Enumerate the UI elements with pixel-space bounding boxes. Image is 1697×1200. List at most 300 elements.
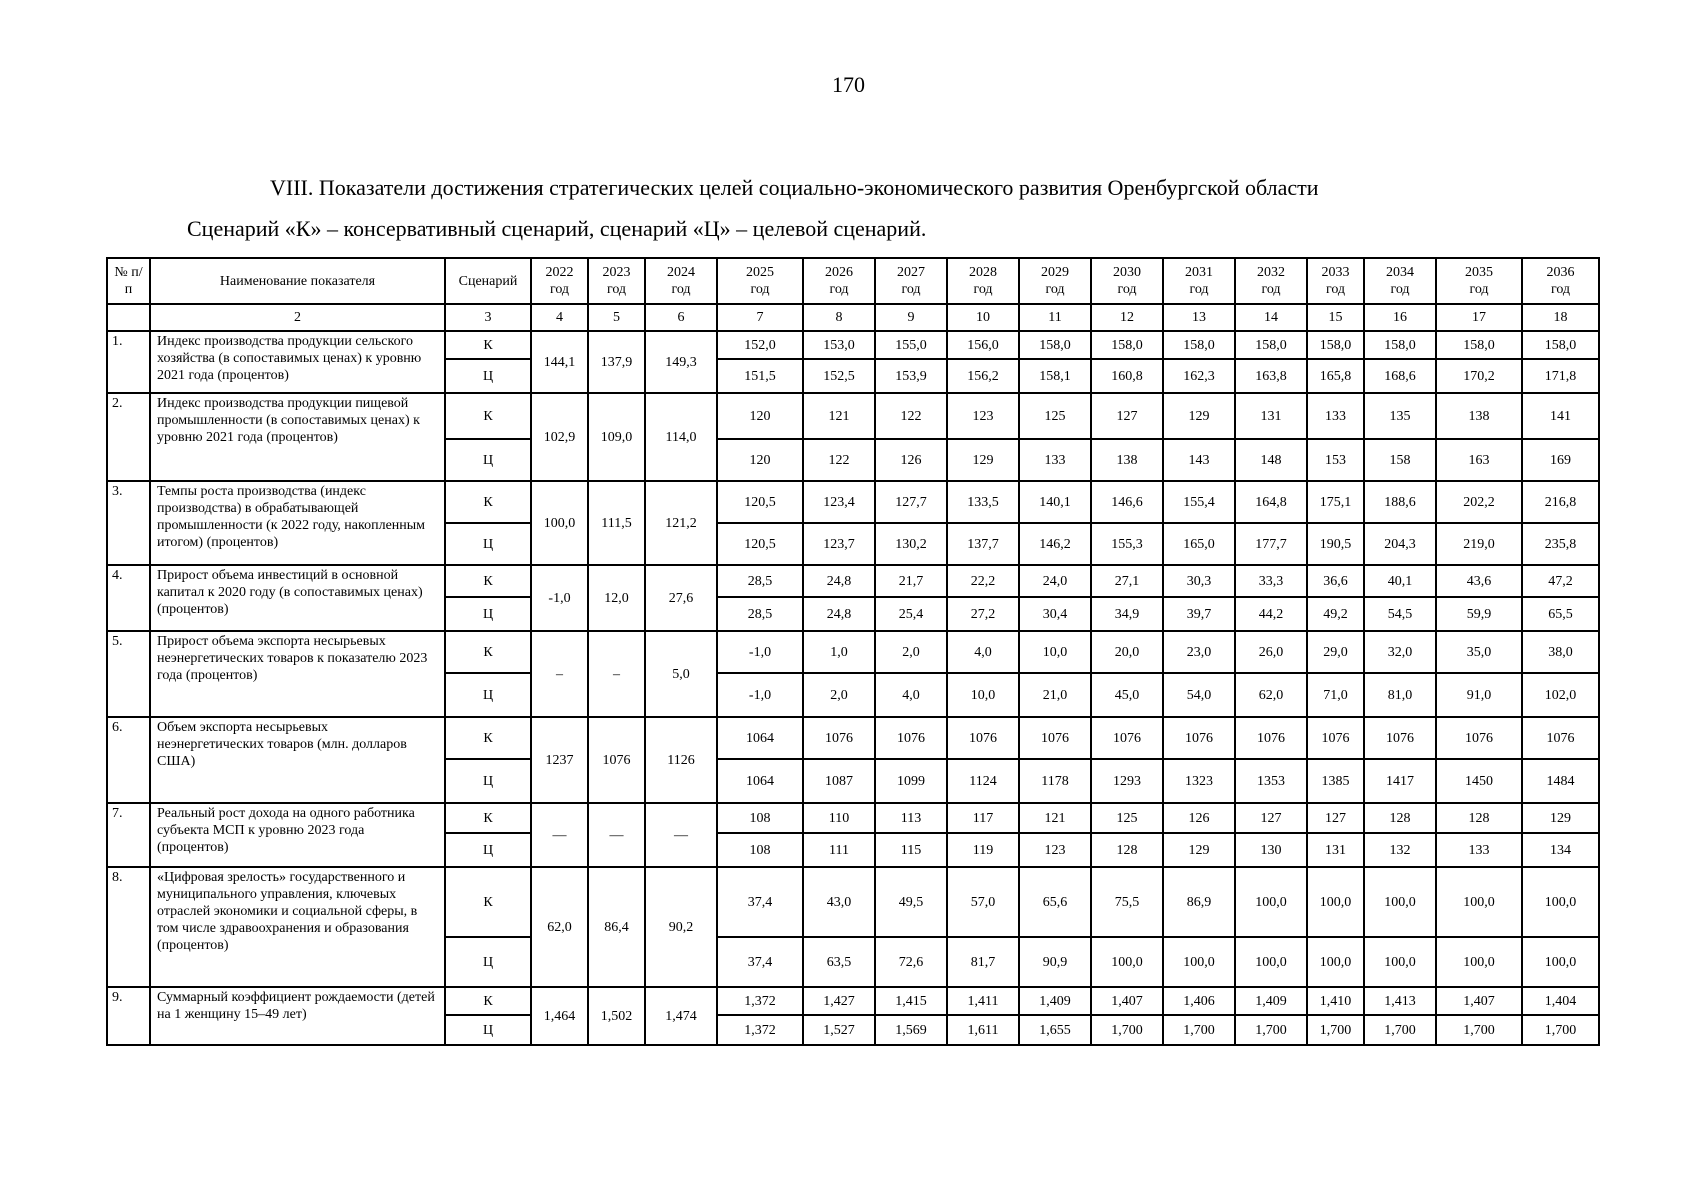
k-value: 75,5 [1091,867,1163,937]
k-value: 1076 [947,717,1019,759]
base-value: — [645,803,717,867]
c-value: 130 [1235,833,1307,867]
c-value: 1323 [1163,759,1235,803]
c-value: 91,0 [1436,673,1522,717]
k-value: 28,5 [717,565,803,597]
header-year-2028 [947,258,1019,304]
c-value: 1417 [1364,759,1436,803]
c-value: 111 [803,833,875,867]
c-value: 62,0 [1235,673,1307,717]
c-value: 72,6 [875,937,947,987]
scenario-c: Ц [445,1015,531,1045]
base-value: 62,0 [531,867,588,987]
column-number: 13 [1163,304,1235,331]
header-year-value: 2036 [1546,265,1575,280]
k-value: 123 [947,393,1019,439]
base-value: 27,6 [645,565,717,631]
header-year-2031 [1163,258,1235,304]
k-value: 133,5 [947,481,1019,523]
c-value: 133 [1019,439,1091,481]
header-year-2034 [1364,258,1436,304]
column-number: 4 [531,304,588,331]
column-number: 7 [717,304,803,331]
scenario-k: К [445,393,531,439]
k-value: 21,7 [875,565,947,597]
base-value: – [531,631,588,717]
table-row-k [107,867,1599,937]
k-value: 123,4 [803,481,875,523]
c-value: 1,569 [875,1015,947,1045]
k-value: 158,0 [1522,331,1599,359]
header-year-2032 [1235,258,1307,304]
c-value: 1,700 [1436,1015,1522,1045]
c-value: 1178 [1019,759,1091,803]
c-value: 1,611 [947,1015,1019,1045]
base-value: 90,2 [645,867,717,987]
k-value: 127 [1235,803,1307,833]
header-year-suffix: год [1390,282,1410,297]
header-year-2022 [531,258,588,304]
scenario-k: К [445,481,531,523]
k-value: 24,8 [803,565,875,597]
column-number: 14 [1235,304,1307,331]
header-year-value: 2034 [1386,265,1414,280]
k-value: 135 [1364,393,1436,439]
header-year-2026 [803,258,875,304]
table-row-k [107,393,1599,439]
c-value: 1484 [1522,759,1599,803]
c-value: 63,5 [803,937,875,987]
c-value: 54,0 [1163,673,1235,717]
c-value: 169 [1522,439,1599,481]
c-value: 137,7 [947,523,1019,565]
k-value: 1,411 [947,987,1019,1015]
k-value: 1076 [1522,717,1599,759]
c-value: 28,5 [717,597,803,631]
c-value: 1,700 [1235,1015,1307,1045]
c-value: 1,655 [1019,1015,1091,1045]
k-value: 100,0 [1235,867,1307,937]
row-number: 6. [107,717,150,803]
scenario-c: Ц [445,759,531,803]
k-value: 1,415 [875,987,947,1015]
scenario-k: К [445,331,531,359]
c-value: 156,2 [947,359,1019,393]
header-year-value: 2033 [1321,265,1350,280]
header-year-2025 [717,258,803,304]
c-value: 163 [1436,439,1522,481]
c-value: 25,4 [875,597,947,631]
column-number: 15 [1307,304,1364,331]
k-value: 1,0 [803,631,875,673]
k-value: 1,407 [1091,987,1163,1015]
k-value: 57,0 [947,867,1019,937]
c-value: 1,700 [1522,1015,1599,1045]
k-value: 1076 [1436,717,1522,759]
c-value: 171,8 [1522,359,1599,393]
column-number: 17 [1436,304,1522,331]
k-value: 128 [1364,803,1436,833]
scenario-c: Ц [445,523,531,565]
scenario-c: Ц [445,937,531,987]
k-value: 113 [875,803,947,833]
header-row [107,258,1599,304]
header-year-suffix: год [750,282,770,297]
k-value: 1,413 [1364,987,1436,1015]
k-value: 30,3 [1163,565,1235,597]
column-number: 16 [1364,304,1436,331]
c-value: 108 [717,833,803,867]
header-year-suffix: год [1045,282,1065,297]
header-year-value: 2029 [1041,265,1069,280]
c-value: 119 [947,833,1019,867]
base-value: 111,5 [588,481,645,565]
scenario-k: К [445,867,531,937]
k-value: 138 [1436,393,1522,439]
row-number: 5. [107,631,150,717]
section-title: VIII. Показатели достижения стратегических целей социально-экономического развития Оренбургской области [270,175,1319,200]
c-value: 39,7 [1163,597,1235,631]
column-number-row [107,304,1599,331]
k-value: 120,5 [717,481,803,523]
c-value: 1,372 [717,1015,803,1045]
c-value: 21,0 [1019,673,1091,717]
c-value: 133 [1436,833,1522,867]
header-year-value: 2032 [1257,265,1285,280]
c-value: 30,4 [1019,597,1091,631]
header-scenario: Сценарий [445,258,531,304]
c-value: 1450 [1436,759,1522,803]
k-value: 2,0 [875,631,947,673]
c-value: 1385 [1307,759,1364,803]
k-value: 164,8 [1235,481,1307,523]
k-value: 122 [875,393,947,439]
c-value: 1,700 [1307,1015,1364,1045]
row-number: 1. [107,331,150,393]
c-value: 1,700 [1163,1015,1235,1045]
c-value: 146,2 [1019,523,1091,565]
c-value: 1,527 [803,1015,875,1045]
base-value: 1,502 [588,987,645,1045]
row-number: 3. [107,481,150,565]
k-value: 1076 [1235,717,1307,759]
k-value: 188,6 [1364,481,1436,523]
k-value: 146,6 [1091,481,1163,523]
c-value: 37,4 [717,937,803,987]
c-value: 134 [1522,833,1599,867]
base-value: 86,4 [588,867,645,987]
k-value: 10,0 [1019,631,1091,673]
header-year-value: 2023 [602,265,631,280]
indicator-name: «Цифровая зрелость» государственного и муниципального управления, ключевых отраслей экономики и социальной сферы, в том числе здравоохранения и образования (процентов) [150,867,445,987]
k-value: 1076 [1364,717,1436,759]
k-value: 26,0 [1235,631,1307,673]
row-number: 8. [107,867,150,987]
header-year-value: 2030 [1113,265,1141,280]
k-value: 43,6 [1436,565,1522,597]
k-value: 153,0 [803,331,875,359]
indicators-table [106,257,1600,1046]
k-value: 1,410 [1307,987,1364,1015]
header-year-2030 [1091,258,1163,304]
k-value: 125 [1091,803,1163,833]
c-value: 4,0 [875,673,947,717]
c-value: 160,8 [1091,359,1163,393]
base-value: – [588,631,645,717]
k-value: 100,0 [1522,867,1599,937]
header-year-value: 2028 [969,265,997,280]
scenario-k: К [445,717,531,759]
indicator-name: Темпы роста производства (индекс производства) в обрабатывающей промышленности (к 2022 году, накопленным итогом) (процентов) [150,481,445,565]
base-value: 1076 [588,717,645,803]
header-name: Наименование показателя [150,258,445,304]
c-value: 204,3 [1364,523,1436,565]
k-value: 1076 [803,717,875,759]
k-value: 1,409 [1235,987,1307,1015]
base-value: 1,474 [645,987,717,1045]
k-value: 128 [1436,803,1522,833]
k-value: 158,0 [1364,331,1436,359]
c-value: 190,5 [1307,523,1364,565]
k-value: 1076 [1091,717,1163,759]
c-value: 49,2 [1307,597,1364,631]
k-value: 1064 [717,717,803,759]
c-value: 10,0 [947,673,1019,717]
base-value: 149,3 [645,331,717,393]
c-value: 100,0 [1522,937,1599,987]
k-value: 129 [1522,803,1599,833]
c-value: 129 [1163,833,1235,867]
c-value: 120,5 [717,523,803,565]
c-value: 122 [803,439,875,481]
k-value: 131 [1235,393,1307,439]
c-value: 54,5 [1364,597,1436,631]
table-row-k [107,481,1599,523]
c-value: 165,0 [1163,523,1235,565]
k-value: 49,5 [875,867,947,937]
row-number: 9. [107,987,150,1045]
c-value: 138 [1091,439,1163,481]
base-value: 102,9 [531,393,588,481]
c-value: 123 [1019,833,1091,867]
k-value: 1,404 [1522,987,1599,1015]
c-value: 100,0 [1364,937,1436,987]
c-value: 120 [717,439,803,481]
k-value: 23,0 [1163,631,1235,673]
indicator-name: Прирост объема экспорта несырьевых неэнергетических товаров к показателю 2023 года (процентов) [150,631,445,717]
k-value: 24,0 [1019,565,1091,597]
header-year-suffix: год [1117,282,1137,297]
k-value: 1076 [1163,717,1235,759]
header-year-suffix: год [606,282,627,297]
k-value: 100,0 [1307,867,1364,937]
base-value: 137,9 [588,331,645,393]
row-number: 7. [107,803,150,867]
k-value: 36,6 [1307,565,1364,597]
header-year-2024 [645,258,717,304]
column-number: 8 [803,304,875,331]
c-value: 130,2 [875,523,947,565]
c-value: 177,7 [1235,523,1307,565]
k-value: 121 [1019,803,1091,833]
c-value: 90,9 [1019,937,1091,987]
base-value: 144,1 [531,331,588,393]
k-value: 158,0 [1436,331,1522,359]
c-value: 143 [1163,439,1235,481]
k-value: 127,7 [875,481,947,523]
indicator-name: Индекс производства продукции пищевой промышленности (в сопоставимых ценах) к уровню 2021 года (процентов) [150,393,445,481]
k-value: 32,0 [1364,631,1436,673]
k-value: 29,0 [1307,631,1364,673]
c-value: 126 [875,439,947,481]
column-number: 2 [150,304,445,331]
c-value: 1064 [717,759,803,803]
c-value: -1,0 [717,673,803,717]
c-value: 165,8 [1307,359,1364,393]
indicator-name: Индекс производства продукции сельского хозяйства (в сопоставимых ценах) к уровню 2021 года (процентов) [150,331,445,393]
c-value: 1,700 [1364,1015,1436,1045]
k-value: 158,0 [1307,331,1364,359]
k-value: 216,8 [1522,481,1599,523]
base-value: 1237 [531,717,588,803]
header-year-2035 [1436,258,1522,304]
c-value: 235,8 [1522,523,1599,565]
base-value: 1126 [645,717,717,803]
k-value: -1,0 [717,631,803,673]
scenario-k: К [445,987,531,1015]
c-value: 81,7 [947,937,1019,987]
header-year-suffix: год [829,282,849,297]
k-value: 117 [947,803,1019,833]
k-value: 121 [803,393,875,439]
c-value: 100,0 [1235,937,1307,987]
c-value: 115 [875,833,947,867]
c-value: 2,0 [803,673,875,717]
column-number: 12 [1091,304,1163,331]
base-value: — [588,803,645,867]
row-number: 2. [107,393,150,481]
k-value: 40,1 [1364,565,1436,597]
k-value: 133 [1307,393,1364,439]
c-value: 153,9 [875,359,947,393]
column-number: 10 [947,304,1019,331]
c-value: 100,0 [1163,937,1235,987]
k-value: 126 [1163,803,1235,833]
scenario-legend: Сценарий «К» – консервативный сценарий, сценарий «Ц» – целевой сценарий. [187,216,927,241]
column-number: 3 [445,304,531,331]
header-year-suffix: год [1189,282,1209,297]
c-value: 1099 [875,759,947,803]
k-value: 100,0 [1436,867,1522,937]
c-value: 1124 [947,759,1019,803]
c-value: 129 [947,439,1019,481]
table-row-k [107,987,1599,1015]
c-value: 158 [1364,439,1436,481]
c-value: 1293 [1091,759,1163,803]
row-number: 4. [107,565,150,631]
header-year-2033 [1307,258,1364,304]
k-value: 86,9 [1163,867,1235,937]
header-year-value: 2035 [1465,265,1493,280]
c-value: 34,9 [1091,597,1163,631]
k-value: 1076 [1307,717,1364,759]
k-value: 155,0 [875,331,947,359]
c-value: 44,2 [1235,597,1307,631]
base-value: 109,0 [588,393,645,481]
k-value: 175,1 [1307,481,1364,523]
header-year-suffix: год [1261,282,1281,297]
indicator-name: Прирост объема инвестиций в основной капитал к 2020 году (в сопоставимых ценах) (процентов) [150,565,445,631]
c-value: 100,0 [1307,937,1364,987]
c-value: 153 [1307,439,1364,481]
k-value: 127 [1307,803,1364,833]
scenario-c: Ц [445,833,531,867]
k-value: 158,0 [1163,331,1235,359]
k-value: 1076 [1019,717,1091,759]
c-value: 158,1 [1019,359,1091,393]
column-number: 6 [645,304,717,331]
c-value: 102,0 [1522,673,1599,717]
c-value: 1,700 [1091,1015,1163,1045]
c-value: 24,8 [803,597,875,631]
k-value: 33,3 [1235,565,1307,597]
header-year-2036 [1522,258,1599,304]
c-value: 27,2 [947,597,1019,631]
c-value: 151,5 [717,359,803,393]
table-row-k [107,717,1599,759]
page-number: 170 [832,72,865,97]
column-number: 11 [1019,304,1091,331]
k-value: 120 [717,393,803,439]
c-value: 148 [1235,439,1307,481]
base-value: -1,0 [531,565,588,631]
k-value: 110 [803,803,875,833]
indicator-name: Суммарный коэффициент рождаемости (детей на 1 женщину 15–49 лет) [150,987,445,1045]
base-value: 100,0 [531,481,588,565]
c-value: 219,0 [1436,523,1522,565]
indicator-name: Объем экспорта несырьевых неэнергетических товаров (млн. долларов США) [150,717,445,803]
k-value: 1076 [875,717,947,759]
k-value: 20,0 [1091,631,1163,673]
header-year-value: 2024 [667,265,695,280]
k-value: 47,2 [1522,565,1599,597]
header-year-suffix: год [1469,282,1489,297]
k-value: 202,2 [1436,481,1522,523]
c-value: 128 [1091,833,1163,867]
header-year-value: 2026 [825,265,853,280]
header-year-2023 [588,258,645,304]
k-value: 1,406 [1163,987,1235,1015]
base-value: 121,2 [645,481,717,565]
k-value: 1,372 [717,987,803,1015]
c-value: 170,2 [1436,359,1522,393]
base-value: — [531,803,588,867]
k-value: 158,0 [1235,331,1307,359]
c-value: 131 [1307,833,1364,867]
k-value: 1,409 [1019,987,1091,1015]
c-value: 162,3 [1163,359,1235,393]
c-value: 168,6 [1364,359,1436,393]
table-row-k [107,631,1599,673]
k-value: 100,0 [1364,867,1436,937]
k-value: 22,2 [947,565,1019,597]
c-value: 71,0 [1307,673,1364,717]
c-value: 155,3 [1091,523,1163,565]
c-value: 100,0 [1091,937,1163,987]
k-value: 43,0 [803,867,875,937]
c-value: 100,0 [1436,937,1522,987]
header-year-value: 2027 [897,265,925,280]
